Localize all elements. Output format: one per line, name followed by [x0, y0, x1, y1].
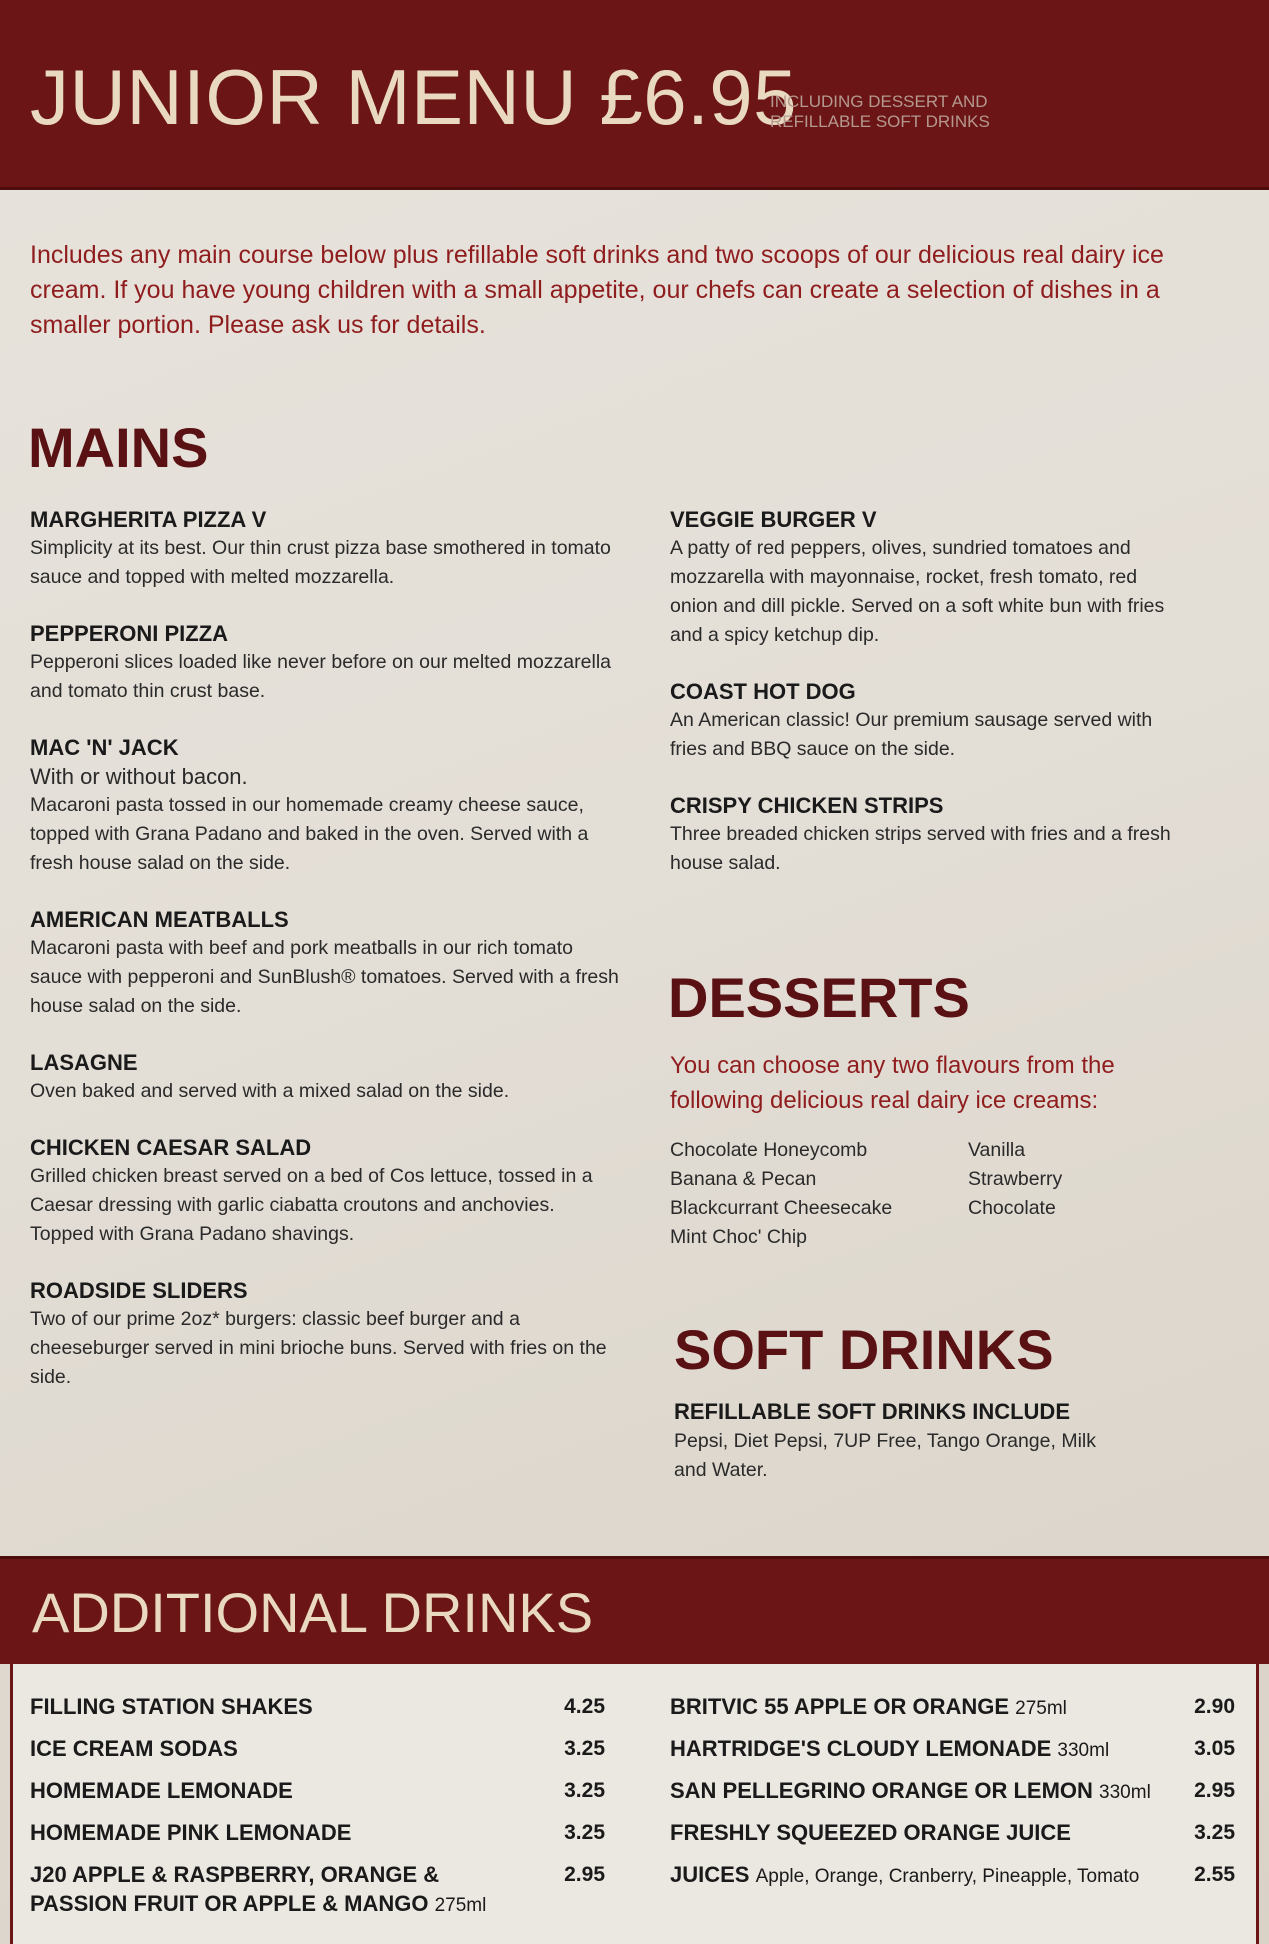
drink-row — [30, 1818, 605, 1860]
menu-item-option: With or without bacon. — [30, 764, 248, 789]
menu-item-description: Two of our prime 2oz* burgers: classic beef burger and a cheeseburger served in mini brioche buns. Served with fries on the side. — [30, 1308, 607, 1388]
menu-title-note: INCLUDING DESSERT AND REFILLABLE SOFT DRINKS — [770, 92, 990, 131]
drink-row — [670, 1860, 1240, 1902]
menu-item — [30, 1276, 620, 1392]
drink-name — [670, 1734, 1170, 1765]
drink-name-text: HOMEMADE PINK LEMONADE — [30, 1820, 352, 1845]
drink-size: 275ml — [1015, 1698, 1067, 1719]
drink-name-text: HARTRIDGE'S CLOUDY LEMONADE — [670, 1736, 1052, 1761]
drink-price: 2.55 — [1194, 1863, 1235, 1886]
menu-item-description: Grilled chicken breast served on a bed of Cos lettuce, tossed in a Caesar dressing with garlic ciabatta croutons and anchovies. Topped with Grana Padano shavings. — [30, 1165, 593, 1245]
menu-item-description: Macaroni pasta tossed in our homemade creamy cheese sauce, topped with Grana Padano and baked in the oven. Served with a fresh house salad on the side. — [30, 794, 589, 874]
drink-name — [670, 1692, 1170, 1723]
menu-item-description: Simplicity at its best. Our thin crust pizza base smothered in tomato sauce and topped with melted mozzarella. — [30, 537, 611, 588]
drink-name — [30, 1860, 520, 1920]
menu-item-name: LASAGNE — [30, 1050, 138, 1075]
drink-price: 2.90 — [1194, 1695, 1235, 1718]
drink-row — [30, 1734, 605, 1776]
menu-item-name: COAST HOT DOG — [670, 679, 856, 704]
drink-name-text: HOMEMADE LEMONADE — [30, 1778, 293, 1803]
menu-item — [670, 677, 1190, 764]
additional-drinks-heading: ADDITIONAL DRINKS — [32, 1581, 594, 1644]
drink-price: 3.25 — [564, 1737, 605, 1760]
drink-name — [30, 1692, 520, 1721]
drink-price: 3.25 — [564, 1821, 605, 1844]
drink-name — [670, 1860, 1170, 1891]
drink-size: 275ml — [434, 1895, 487, 1916]
desserts-heading: DESSERTS — [668, 966, 970, 1029]
menu-item — [30, 505, 620, 592]
drink-name-text: SAN PELLEGRINO ORANGE OR LEMON — [670, 1778, 1093, 1803]
drink-row — [30, 1776, 605, 1818]
drink-name-text: FILLING STATION SHAKES — [30, 1694, 313, 1719]
menu-item-description: Macaroni pasta with beef and pork meatballs in our rich tomato sauce with pepperoni and SunBlush® tomatoes. Served with a fresh house salad on the side. — [30, 937, 619, 1017]
drink-size: 330ml — [1057, 1740, 1110, 1761]
menu-item-name: ROADSIDE SLIDERS — [30, 1278, 248, 1303]
menu-item-description: Oven baked and served with a mixed salad on the side. — [30, 1080, 510, 1102]
drink-price: 2.95 — [564, 1863, 605, 1886]
menu-item-name: VEGGIE BURGER V — [670, 507, 877, 532]
menu-title: JUNIOR MENU £6.95 — [30, 53, 798, 141]
drink-row — [670, 1776, 1240, 1818]
drink-name — [30, 1818, 520, 1847]
menu-item — [670, 791, 1190, 878]
menu-item-name: CRISPY CHICKEN STRIPS — [670, 793, 944, 818]
menu-item-description: Three breaded chicken strips served with fries and a fresh house salad. — [670, 823, 1171, 874]
drink-price: 3.25 — [564, 1779, 605, 1802]
drink-name — [670, 1818, 1170, 1847]
menu-item-name: MAC 'N' JACK — [30, 735, 179, 760]
flavour-item: Banana & Pecan — [670, 1168, 817, 1190]
menu-item-name: CHICKEN CAESAR SALAD — [30, 1135, 312, 1160]
drink-name — [30, 1776, 520, 1805]
drink-price: 3.25 — [1194, 1821, 1235, 1844]
drinks-right-column — [670, 1692, 1240, 1902]
drink-size: Apple, Orange, Cranberry, Pineapple, Tomato — [755, 1866, 1140, 1887]
soft-drinks-list: Pepsi, Diet Pepsi, 7UP Free, Tango Orange, Milk and Water. — [674, 1430, 1096, 1481]
drink-row — [30, 1860, 605, 1920]
menu-item — [30, 1133, 620, 1249]
flavour-item: Chocolate — [968, 1197, 1056, 1219]
menu-item — [670, 505, 1190, 650]
drink-name — [670, 1776, 1170, 1807]
mains-left-column — [30, 505, 620, 1419]
flavour-item: Vanilla — [968, 1139, 1026, 1161]
drink-row — [670, 1818, 1240, 1860]
menu-item — [30, 619, 620, 706]
flavours-left-list — [670, 1136, 892, 1252]
menu-item-description: An American classic! Our premium sausage served with fries and BBQ sauce on the side. — [670, 709, 1153, 760]
drink-name-text: JUICES — [670, 1862, 750, 1887]
drink-name-text: FRESHLY SQUEEZED ORANGE JUICE — [670, 1820, 1071, 1845]
drinks-left-column — [30, 1692, 605, 1920]
intro-text: Includes any main course below plus refillable soft drinks and two scoops of our delicious real dairy ice cream. If you have young children with a small appetite, our chefs can create a selection of dishes in a smaller portion. Please ask us for details. — [30, 241, 1164, 339]
drink-name-text: BRITVIC 55 APPLE OR ORANGE — [670, 1694, 1010, 1719]
drink-price: 4.25 — [564, 1695, 605, 1718]
flavour-item: Blackcurrant Cheesecake — [670, 1197, 893, 1219]
drink-name — [30, 1734, 520, 1763]
menu-item — [30, 733, 620, 878]
mains-heading: MAINS — [28, 416, 209, 479]
menu-item-description: A patty of red peppers, olives, sundried tomatoes and mozzarella with mayonnaise, rocket, fresh tomato, red onion and dill pickle. Served on a soft white bun with fries and a spicy ketchup dip. — [670, 537, 1165, 646]
flavour-item: Mint Choc' Chip — [670, 1226, 808, 1248]
menu-item-name: PEPPERONI PIZZA — [30, 621, 229, 646]
drink-price: 2.95 — [1194, 1779, 1235, 1802]
drink-row — [670, 1734, 1240, 1776]
additional-drinks-band — [0, 1556, 1269, 1664]
menu-item — [30, 1048, 620, 1106]
flavour-item: Strawberry — [968, 1168, 1063, 1190]
mains-right-column — [670, 505, 1190, 905]
header-band — [0, 0, 1269, 190]
drink-name-text: ICE CREAM SODAS — [30, 1736, 238, 1761]
menu-item — [30, 905, 620, 1021]
drink-row — [670, 1692, 1240, 1734]
desserts-intro: You can choose any two flavours from the following delicious real dairy ice creams: — [670, 1052, 1115, 1114]
drink-size: 330ml — [1099, 1782, 1151, 1803]
menu-item-name: MARGHERITA PIZZA V — [30, 507, 267, 532]
soft-drinks-heading: SOFT DRINKS — [674, 1318, 1054, 1381]
drink-row — [30, 1692, 605, 1734]
drink-name-text: J20 APPLE & RASPBERRY, ORANGE & PASSION FRUIT OR APPLE & MANGO — [30, 1862, 440, 1916]
menu-item-name: AMERICAN MEATBALLS — [30, 907, 289, 932]
soft-drinks-subtitle: REFILLABLE SOFT DRINKS INCLUDE — [674, 1399, 1070, 1424]
drink-price: 3.05 — [1194, 1737, 1235, 1760]
flavour-item: Chocolate Honeycomb — [670, 1139, 868, 1161]
menu-item-description: Pepperoni slices loaded like never before on our melted mozzarella and tomato thin crust base. — [30, 651, 611, 702]
flavours-right-list — [968, 1136, 1062, 1223]
